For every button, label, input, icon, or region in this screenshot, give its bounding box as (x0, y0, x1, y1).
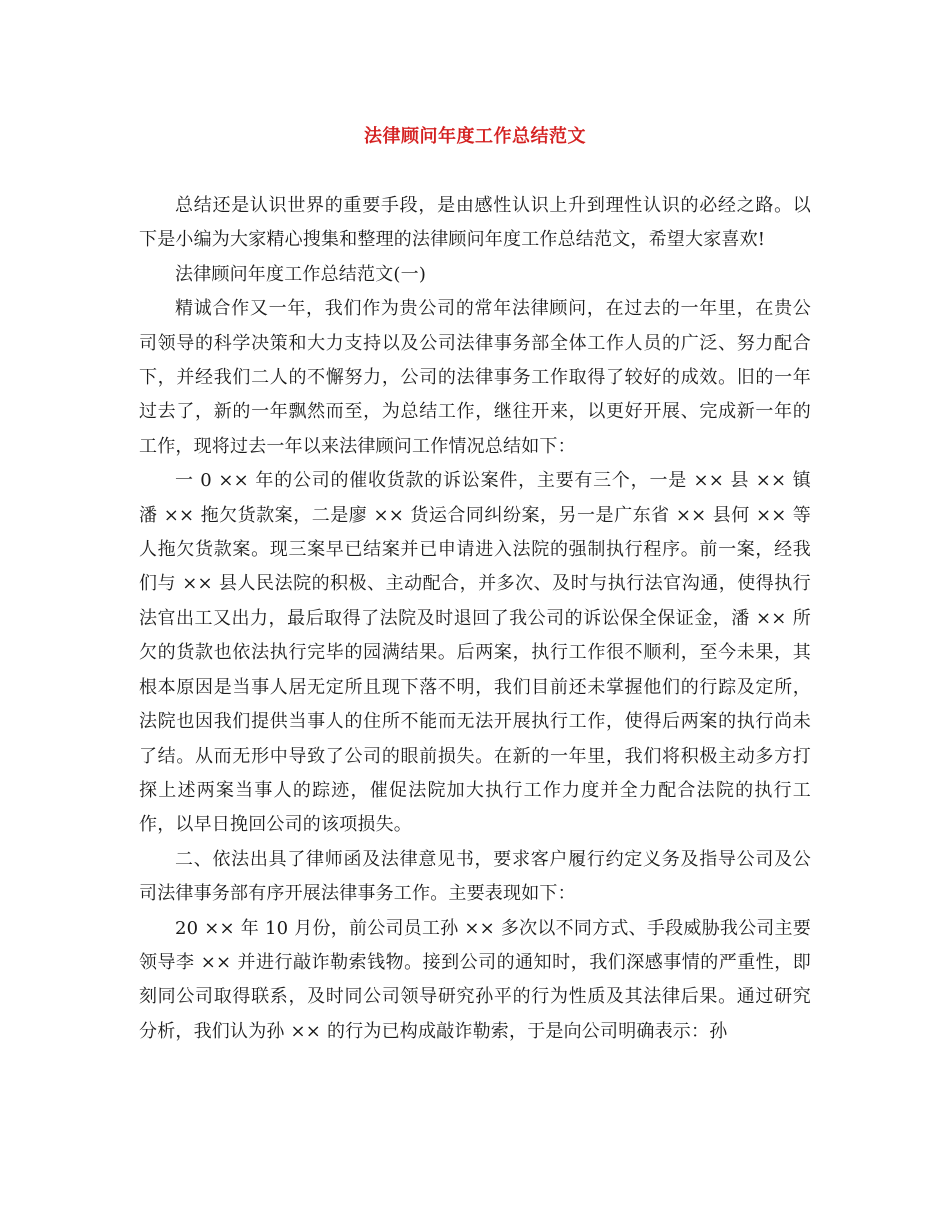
body-paragraph-2: 一 0 ×× 年的公司的催收货款的诉讼案件，主要有三个，一是 ×× 县 ×× 镇潘 ×× 拖欠货款案，二是廖 ×× 货运合同纠纷案，另一是广东省 ×× 县何 ×× 等人拖欠货款案。现三案早已结案并已申请进入法院的强制执行程序。前一案，经我们与 ×× 县人民法院的积极、主动配合，并多次、及时与执行法官沟通，使得执行法官出工又出力，最后取得了法院及时退回了我公司的诉讼保全保证金，潘 ×× 所欠的货款也依法执行完毕的园满结果。后两案，执行工作很不顺利，至今未果，其根本原因是当事人居无定所且现下落不明，我们目前还未掌握他们的行踪及定所，法院也因我们提供当事人的住所不能而无法开展执行工作，使得后两案的执行尚未了结。从而无形中导致了公司的眼前损失。在新的一年里，我们将积极主动多方打探上述两案当事人的踪迹，催促法院加大执行工作力度并全力配合法院的执行工作，以早日挽回公司的该项损失。 (139, 470, 811, 836)
document-body (139, 189, 811, 1049)
body-paragraph-3: 二、依法出具了律师函及法律意见书，要求客户履行约定义务及指导公司及公司法律事务部有序开展法律事务工作。主要表现如下： (139, 848, 811, 905)
body-paragraph-1: 精诚合作又一年，我们作为贵公司的常年法律顾问，在过去的一年里，在贵公司领导的科学决策和大力支持以及公司法律事务部全体工作人员的广泛、努力配合下，并经我们二人的不懈努力，公司的法律事务工作取得了较好的成效。旧的一年过去了，新的一年飘然而至，为总结工作，继往开来，以更好开展、完成新一年的工作，现将过去一年以来法律顾问工作情况总结如下： (139, 298, 811, 457)
intro-paragraph: 总结还是认识世界的重要手段，是由感性认识上升到理性认识的必经之路。以下是小编为大家精心搜集和整理的法律顾问年度工作总结范文，希望大家喜欢! (139, 195, 811, 251)
section-heading: 法律顾问年度工作总结范文(一) (175, 263, 427, 285)
body-paragraph-4: 20 ×× 年 10 月份，前公司员工孙 ×× 多次以不同方式、手段威胁我公司主要领导李 ×× 并进行敲诈勒索钱物。接到公司的通知时，我们深感事情的严重性，即刻同公司取得联系，及时同公司领导研究孙平的行为性质及其法律后果。通过研究分析，我们认为孙 ×× 的行为已构成敲诈勒索，于是向公司明确表示：孙 (139, 917, 811, 1042)
document-title: 法律顾问年度工作总结范文 (364, 126, 586, 147)
